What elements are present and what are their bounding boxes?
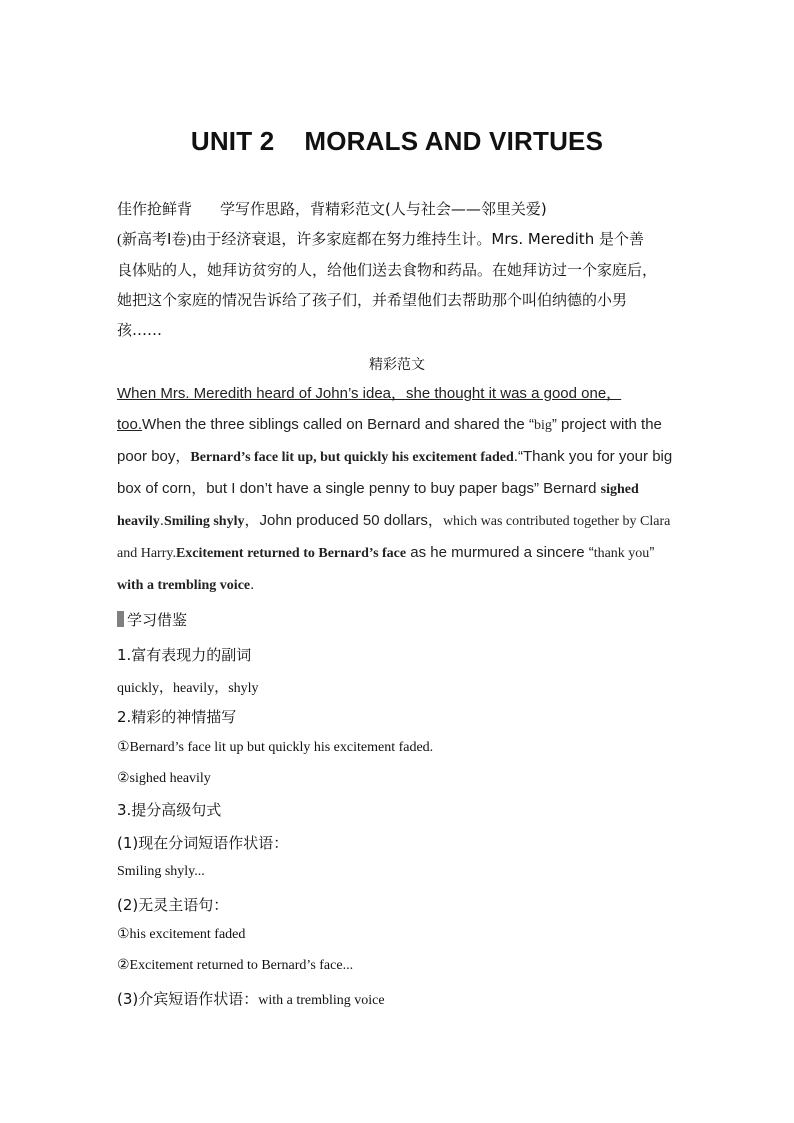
intro-heading-line xyxy=(117,198,547,219)
essay-big: big xyxy=(533,418,552,433)
section-2-title: 2.精彩的神情描写 xyxy=(117,708,237,726)
essay-period: . xyxy=(250,576,255,593)
essay-bold-5: with a trembling voice xyxy=(117,578,251,593)
page-title xyxy=(0,126,794,157)
section-1-title: 1.富有表现力的副词 xyxy=(117,646,252,664)
section-3-sub-3-line xyxy=(117,988,385,1009)
section-3-sub-2-item-2: ②Excitement returned to Bernard’s face... xyxy=(117,958,354,973)
essay-serif-clause: which was contributed together by Clara and Harry. xyxy=(117,514,671,561)
section-1-content: quickly，heavily，shyly xyxy=(117,681,259,696)
intro-label: 佳作抢鲜背 xyxy=(117,200,193,218)
essay-bold-2: sighed heavily xyxy=(117,482,639,529)
section-3-sub-1-content: Smiling shyly... xyxy=(117,864,205,879)
intro-line-2: 良体贴的人，她拜访贫穷的人，给他们送去食物和药品。在她拜访过一个家庭后， xyxy=(117,261,658,279)
intro-heading: 学写作思路，背精彩范文(人与社会——邻里关爱) xyxy=(220,200,547,218)
intro-paragraph xyxy=(117,224,679,345)
intro-line-1 xyxy=(117,224,679,255)
section-2-item-1: ①Bernard’s face lit up but quickly his excitement faded. xyxy=(117,740,434,755)
unit-number: UNIT 2 xyxy=(190,126,275,156)
learn-heading-line xyxy=(117,609,187,630)
model-essay xyxy=(117,378,679,601)
essay-text-7: ” xyxy=(649,544,655,561)
section-3-title: 3.提分高级句式 xyxy=(117,801,222,819)
essay-dot: . xyxy=(159,512,164,529)
intro-source: (新高考Ⅰ卷) xyxy=(117,232,192,248)
essay-bold-4: Excitement returned to Bernard’s face xyxy=(175,546,407,561)
essay-text-3: ” project with the poor boy， xyxy=(117,416,662,465)
section-marker-icon xyxy=(117,611,124,627)
essay-heading: 精彩范文 xyxy=(369,357,425,373)
learn-heading: 学习借鉴 xyxy=(127,611,188,629)
section-2-item-2: ②sighed heavily xyxy=(117,771,211,786)
essay-text-2: When the three siblings called on Bernard and shared the “ xyxy=(142,416,534,433)
section-3-sub-1: (1)现在分词短语作状语： xyxy=(117,834,289,852)
essay-thank-you: thank you xyxy=(593,546,650,561)
unit-name: MORALS AND VIRTUES xyxy=(304,126,604,156)
essay-text-6: as he murmured a sincere “ xyxy=(406,544,594,561)
essay-underlined-sentence: When Mrs. Meredith heard of John’s idea，she thought it was a good one，too. xyxy=(117,385,622,433)
intro-line-3: 她把这个家庭的情况告诉给了孩子们，并希望他们去帮助那个叫伯纳德的小男 xyxy=(117,291,628,309)
essay-text-4: .“Thank you for your big box of corn，but I don’t have a single penny to buy paper bags” Bernard xyxy=(117,448,673,497)
section-3-sub-3: (3)介宾短语作状语： xyxy=(117,990,259,1008)
intro-text-1: 由于经济衰退，许多家庭都在努力维持生计。Mrs. Meredith 是个善 xyxy=(191,230,644,248)
intro-line-4: 孩…… xyxy=(117,321,163,339)
section-3-sub-2-item-1: ①his excitement faded xyxy=(117,927,246,942)
essay-bold-1: Bernard’s face lit up, but quickly his excitement faded xyxy=(190,450,514,465)
section-3-sub-3-content: with a trembling voice xyxy=(258,993,385,1008)
section-3-sub-2: (2)无灵主语句： xyxy=(117,896,229,914)
essay-bold-3: Smiling shyly xyxy=(163,514,245,529)
essay-text-5: ，John produced 50 dollars， xyxy=(244,512,443,529)
